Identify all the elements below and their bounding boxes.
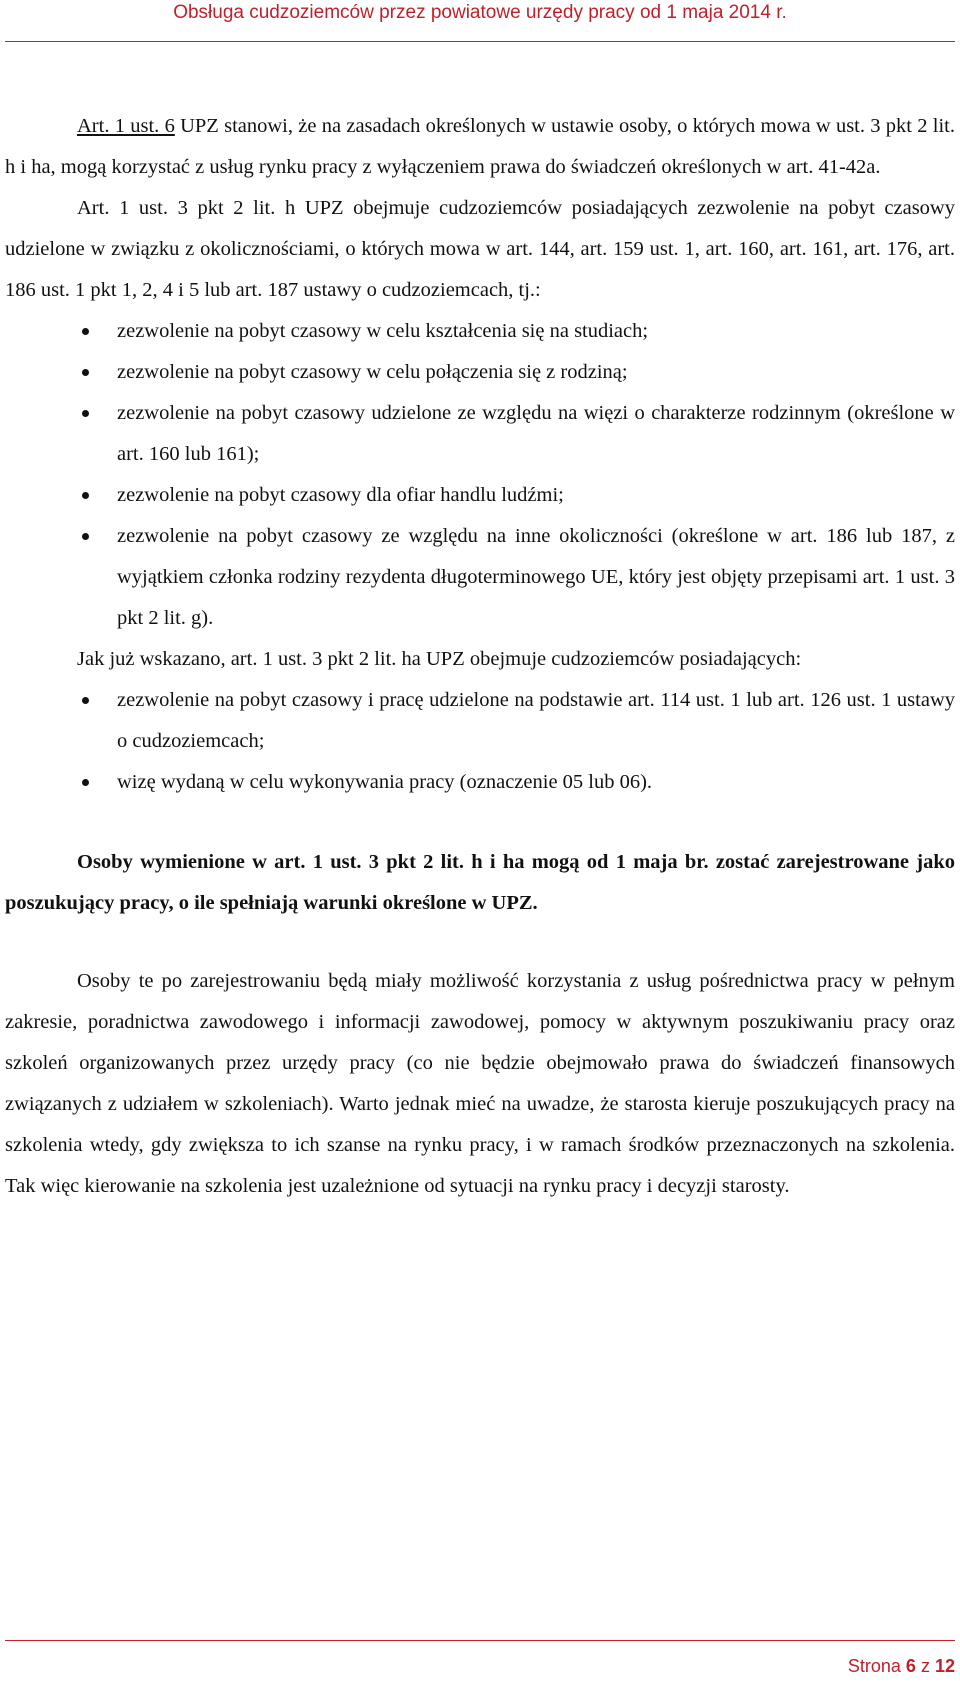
paragraph-lit-ha: Jak już wskazano, art. 1 ust. 3 pkt 2 lit. ha UPZ obejmuje cudzoziemców posiadających: (77, 648, 802, 670)
list-item: zezwolenie na pobyt czasowy w celu kształcenia się na studiach; (5, 311, 955, 352)
highlight-paragraph: Osoby wymienione w art. 1 ust. 3 pkt 2 lit. h i ha mogą od 1 maja br. zostać zarejestrowane jako poszukujący pracy, o ile spełniają warunki określone w UPZ. (5, 851, 955, 914)
page-number: Strona 6 z 12 (847, 1656, 955, 1676)
spacer (5, 803, 955, 842)
list-item: zezwolenie na pobyt czasowy ze względu na inne okoliczności (określone w art. 186 lub 187, z wyjątkiem członka rodziny rezydenta długoterminowego UE, który jest objęty przepisami art. 1 ust. 3 pkt 2 lit. g). (5, 516, 955, 639)
list-item: zezwolenie na pobyt czasowy udzielone ze względu na więzi o charakterze rodzinnym (określone w art. 160 lub 161); (5, 393, 955, 475)
bullet-icon (82, 533, 89, 540)
paragraph-services: Osoby te po zarejestrowaniu będą miały możliwość korzystania z usług pośrednictwa pracy w pełnym zakresie, poradnictwa zawodowego i informacji zawodowej, pomocy w aktywnym poszukiwaniu pracy oraz szkoleń organizowanych przez urzędy pracy (co nie będzie obejmowało prawa do świadczeń finansowych związanych z udziałem w szkoleniach). Warto jednak mieć na uwadze, że starosta kieruje poszukujących pracy na szkolenia wtedy, gdy zwiększa to ich szanse na rynku pracy, i w ramach środków przeznaczonych na szkolenia. Tak więc kierowanie na szkolenia jest uzależnione od sytuacji na rynku pracy i decyzji starosty. (5, 970, 955, 1197)
header-divider (5, 41, 955, 42)
permit-list-h (5, 311, 955, 639)
list-item: zezwolenie na pobyt czasowy dla ofiar handlu ludźmi; (5, 475, 955, 516)
bullet-icon (82, 369, 89, 376)
bullet-icon (82, 492, 89, 499)
permit-list-ha (5, 680, 955, 803)
spacer (5, 924, 955, 961)
list-item: zezwolenie na pobyt czasowy w celu połączenia się z rodziną; (5, 352, 955, 393)
bullet-icon (82, 410, 89, 417)
document-body (5, 106, 955, 1207)
page-header (0, 0, 960, 24)
bullet-icon (82, 697, 89, 704)
header-title: Obsługa cudzoziemców przez powiatowe urzędy pracy od 1 maja 2014 r. (173, 2, 787, 23)
footer-divider (5, 1640, 955, 1641)
list-item: wizę wydaną w celu wykonywania pracy (oznaczenie 05 lub 06). (5, 762, 955, 803)
paragraph-text: UPZ stanowi, że na zasadach określonych w ustawie osoby, o których mowa w ust. 3 pkt 2 lit. h i ha, mogą korzystać z usług rynku pracy z wyłączeniem prawa do świadczeń określonych w art. 41-42a. (5, 115, 955, 178)
underlined-reference: Art. 1 ust. 6 (77, 115, 175, 137)
paragraph-lit-h: Art. 1 ust. 3 pkt 2 lit. h UPZ obejmuje cudzoziemców posiadających zezwolenie na pobyt czasowy udzielone w związku z okolicznościami, o których mowa w art. 144, art. 159 ust. 1, art. 160, art. 161, art. 176, art. 186 ust. 1 pkt 1, 2, 4 i 5 lub art. 187 ustawy o cudzoziemcach, tj.: (5, 197, 955, 301)
list-item: zezwolenie na pobyt czasowy i pracę udzielone na podstawie art. 114 ust. 1 lub art. 126 ust. 1 ustawy o cudzoziemcach; (5, 680, 955, 762)
paragraph-art-1-ust-6 (5, 106, 955, 188)
bullet-icon (82, 779, 89, 786)
bullet-icon (82, 328, 89, 335)
